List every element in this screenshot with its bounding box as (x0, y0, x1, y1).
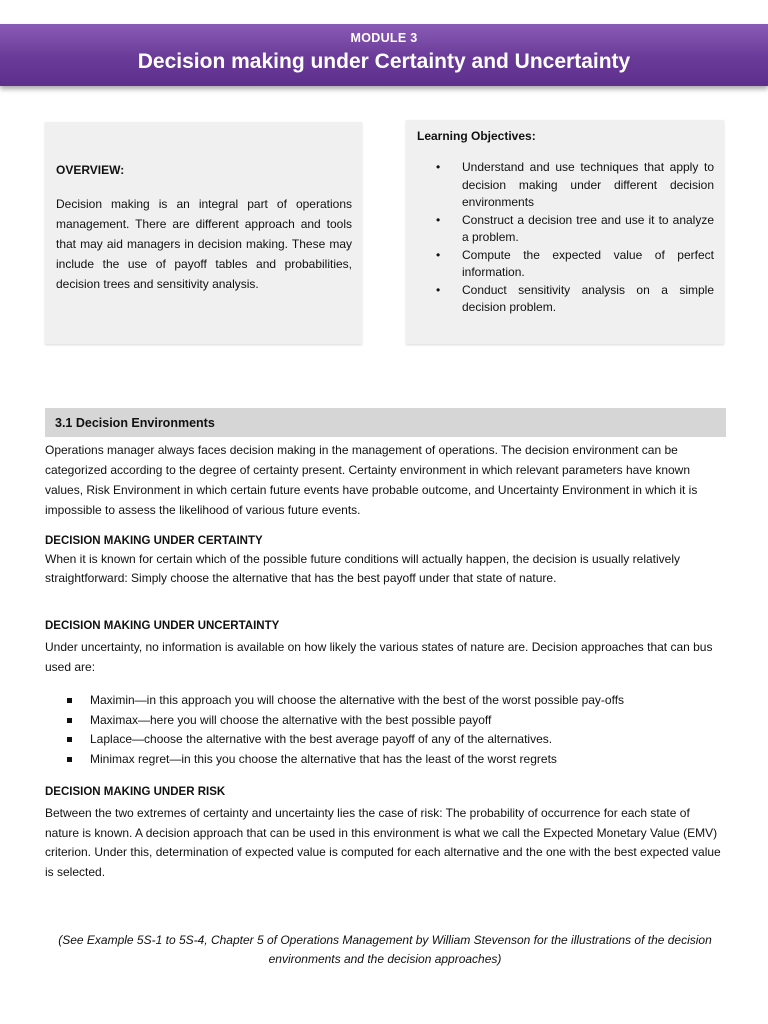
reference-note: (See Example 5S-1 to 5S-4, Chapter 5 of Operations Management by William Stevenson for the illustrations of the decision environments and the decision approaches) (58, 933, 712, 966)
list-item: Maximin—in this approach you will choose the alternative with the best of the worst possible pay-offs (66, 691, 726, 711)
uncertainty-heading: DECISION MAKING UNDER UNCERTAINTY (45, 620, 280, 632)
learning-objectives-box (406, 120, 724, 344)
certainty-heading: DECISION MAKING UNDER CERTAINTY (45, 535, 263, 547)
module-number: MODULE 3 (350, 31, 418, 45)
bullet-icon: • (436, 160, 441, 174)
bullet-icon: • (436, 247, 441, 262)
decision-environments-paragraph: Operations manager always faces decision making in the management of operations. The decision environment can be categorized according to the degree of certainty present. Certainty environment in which relevant parameters have known values, Risk Environment in which certain future events have probable outcome, and Uncertainty Environment in which it is impossible to assess the likelihood of various future events. (45, 443, 698, 517)
objectives-list (416, 159, 714, 317)
module-title: Decision making under Certainty and Uncertainty (137, 50, 631, 73)
square-bullet-icon (67, 718, 72, 723)
square-bullet-icon (67, 757, 72, 762)
section-title: 3.1 Decision Environments (55, 416, 215, 430)
list-item: Laplace—choose the alternative with the best average payoff of any of the alternatives. (66, 730, 726, 750)
certainty-paragraph: When it is known for certain which of the possible future conditions will actually happen, the decision is usually relatively straightforward: Simply choose the alternative that has the best payoff under that state of nature. (45, 552, 680, 585)
objective-item: • Compute the expected value of perfect information. (436, 247, 714, 279)
uncertainty-paragraph: Under uncertainty, no information is available on how likely the various states of nature are. Decision approaches that can bus used are: (45, 640, 713, 674)
list-item: Maximax—here you will choose the alternative with the best possible payoff (66, 711, 726, 731)
objective-item: • Construct a decision tree and use it to analyze a problem. (436, 212, 714, 244)
list-item: Minimax regret—in this you choose the alternative that has the least of the worst regrets (66, 750, 726, 770)
objective-item: • Understand and use techniques that apply to decision making under different decision environments (436, 160, 714, 209)
overview-heading: OVERVIEW: (56, 163, 125, 177)
uncertainty-approaches-list (66, 691, 726, 770)
risk-heading: DECISION MAKING UNDER RISK (45, 786, 226, 798)
bullet-icon: • (436, 282, 441, 297)
overview-box (45, 122, 362, 344)
risk-paragraph: Between the two extremes of certainty and uncertainty lies the case of risk: The probability of occurrence for each state of nature is known. A decision approach that can be used in this environment is what we call the Expected Monetary Value (EMV) criterion. Under this, determination of expected value is computed for each alternative and the one with the best expected value is selected. (45, 806, 721, 879)
objective-item: • Conduct sensitivity analysis on a simple decision problem. (436, 282, 714, 314)
objectives-heading: Learning Objectives: (417, 129, 536, 143)
module-header-banner (0, 24, 768, 86)
bullet-icon: • (436, 212, 441, 227)
section-heading-bar (45, 408, 726, 437)
overview-text: Decision making is an integral part of operations management. There are different approach and tools that may aid managers in decision making. These may include the use of payoff tables and probabilities, decision trees and sensitivity analysis. (56, 197, 352, 291)
square-bullet-icon (67, 737, 72, 742)
square-bullet-icon (67, 698, 72, 703)
